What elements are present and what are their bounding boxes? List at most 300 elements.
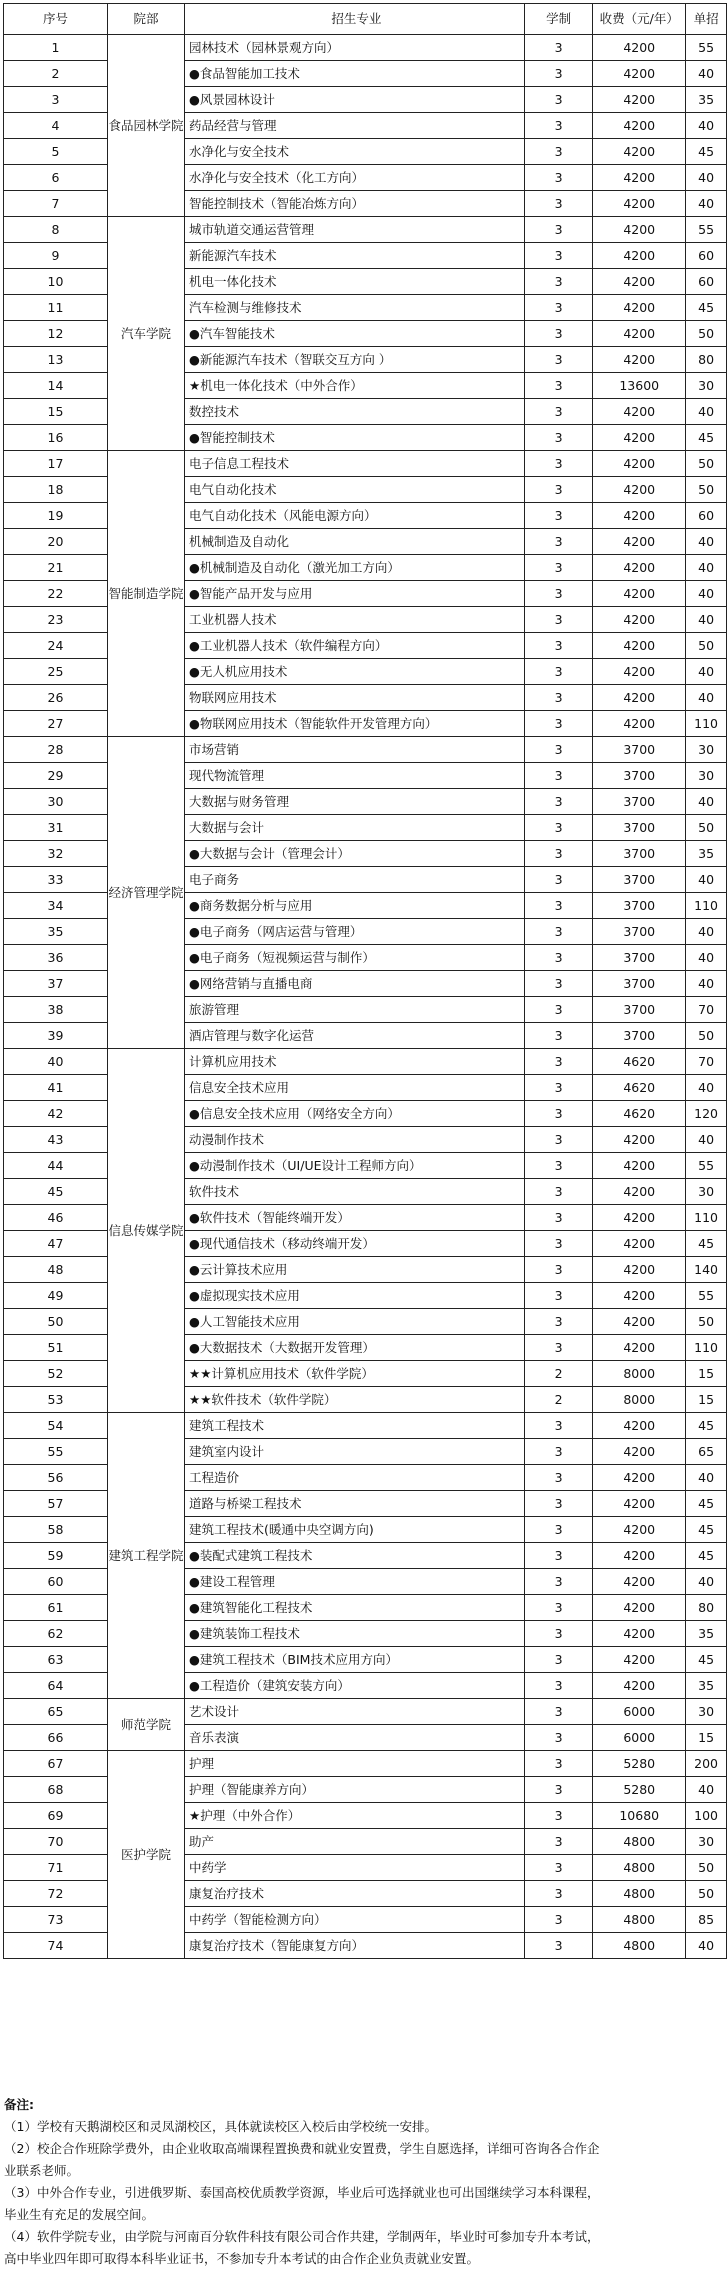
enrollment-quota: 50: [686, 815, 727, 841]
study-years: 3: [524, 581, 592, 607]
row-index: 74: [4, 1933, 108, 1959]
study-years: 3: [524, 399, 592, 425]
enrollment-quota: 15: [686, 1725, 727, 1751]
major-name: 工业机器人技术: [184, 607, 524, 633]
tuition-fee: 4200: [593, 1231, 686, 1257]
tuition-fee: 4200: [593, 217, 686, 243]
study-years: 3: [524, 61, 592, 87]
row-index: 40: [4, 1049, 108, 1075]
major-name: 市场营销: [184, 737, 524, 763]
row-index: 36: [4, 945, 108, 971]
study-years: 3: [524, 1465, 592, 1491]
row-index: 66: [4, 1725, 108, 1751]
major-name: 建筑室内设计: [184, 1439, 524, 1465]
enrollment-quota: 110: [686, 893, 727, 919]
study-years: 3: [524, 1257, 592, 1283]
row-index: 22: [4, 581, 108, 607]
tuition-fee: 4200: [593, 1179, 686, 1205]
tuition-fee: 3700: [593, 919, 686, 945]
row-index: 13: [4, 347, 108, 373]
major-name: 护理（智能康养方向）: [184, 1777, 524, 1803]
study-years: 3: [524, 815, 592, 841]
tuition-fee: 4200: [593, 581, 686, 607]
study-years: 3: [524, 529, 592, 555]
row-index: 54: [4, 1413, 108, 1439]
major-name: ●工程造价（建筑安装方向）: [184, 1673, 524, 1699]
row-index: 42: [4, 1101, 108, 1127]
tuition-fee: 4620: [593, 1049, 686, 1075]
notes-section: [4, 2094, 724, 2270]
study-years: 3: [524, 971, 592, 997]
study-years: 3: [524, 295, 592, 321]
row-index: 68: [4, 1777, 108, 1803]
tuition-fee: 3700: [593, 789, 686, 815]
department-cell: 信息传媒学院: [108, 1049, 185, 1413]
major-name: ●网络营销与直播电商: [184, 971, 524, 997]
major-name: ●汽车智能技术: [184, 321, 524, 347]
table-row: [4, 451, 727, 477]
major-name: ●软件技术（智能终端开发）: [184, 1205, 524, 1231]
enrollment-quota: 50: [686, 1023, 727, 1049]
major-name: ●虚拟现实技术应用: [184, 1283, 524, 1309]
major-name: ●机械制造及自动化（激光加工方向）: [184, 555, 524, 581]
enrollment-quota: 45: [686, 139, 727, 165]
study-years: 2: [524, 1361, 592, 1387]
study-years: 3: [524, 997, 592, 1023]
row-index: 27: [4, 711, 108, 737]
tuition-fee: 4200: [593, 1491, 686, 1517]
tuition-fee: 4200: [593, 1335, 686, 1361]
study-years: 3: [524, 347, 592, 373]
major-name: ●建设工程管理: [184, 1569, 524, 1595]
department-cell: 汽车学院: [108, 217, 185, 451]
row-index: 8: [4, 217, 108, 243]
row-index: 46: [4, 1205, 108, 1231]
row-index: 61: [4, 1595, 108, 1621]
study-years: 3: [524, 1855, 592, 1881]
enrollment-quota: 40: [686, 685, 727, 711]
row-index: 59: [4, 1543, 108, 1569]
row-index: 33: [4, 867, 108, 893]
major-name: 水净化与安全技术: [184, 139, 524, 165]
major-name: ●物联网应用技术（智能软件开发管理方向）: [184, 711, 524, 737]
tuition-fee: 4200: [593, 399, 686, 425]
major-name: 中药学: [184, 1855, 524, 1881]
enrollment-quota: 40: [686, 1465, 727, 1491]
tuition-fee: 3700: [593, 1023, 686, 1049]
tuition-fee: 4200: [593, 1621, 686, 1647]
tuition-fee: 5280: [593, 1777, 686, 1803]
major-name: 机电一体化技术: [184, 269, 524, 295]
study-years: 3: [524, 1231, 592, 1257]
department-cell: 师范学院: [108, 1699, 185, 1751]
tuition-fee: 4200: [593, 35, 686, 61]
major-name: ●建筑装饰工程技术: [184, 1621, 524, 1647]
major-name: 助产: [184, 1829, 524, 1855]
department-cell: 经济管理学院: [108, 737, 185, 1049]
study-years: 3: [524, 87, 592, 113]
row-index: 70: [4, 1829, 108, 1855]
enrollment-quota: 50: [686, 1309, 727, 1335]
tuition-fee: 3700: [593, 737, 686, 763]
study-years: 3: [524, 1647, 592, 1673]
note-line: （3）中外合作专业，引进俄罗斯、泰国高校优质教学资源，毕业后可选择就业也可出国继续学习本科课程，: [4, 2185, 600, 2200]
major-name: ●建筑智能化工程技术: [184, 1595, 524, 1621]
row-index: 25: [4, 659, 108, 685]
enrollment-quota: 55: [686, 217, 727, 243]
study-years: 3: [524, 945, 592, 971]
tuition-fee: 10680: [593, 1803, 686, 1829]
major-name: ●人工智能技术应用: [184, 1309, 524, 1335]
enrollment-quota: 60: [686, 269, 727, 295]
study-years: 3: [524, 1777, 592, 1803]
enrollment-quota: 40: [686, 165, 727, 191]
enrollment-quota: 45: [686, 1491, 727, 1517]
tuition-fee: 4200: [593, 555, 686, 581]
enrollment-quota: 65: [686, 1439, 727, 1465]
tuition-fee: 3700: [593, 945, 686, 971]
tuition-fee: 4200: [593, 633, 686, 659]
department-cell: 智能制造学院: [108, 451, 185, 737]
row-index: 64: [4, 1673, 108, 1699]
row-index: 15: [4, 399, 108, 425]
enrollment-quota: 70: [686, 1049, 727, 1075]
major-name: ●大数据技术（大数据开发管理）: [184, 1335, 524, 1361]
row-index: 60: [4, 1569, 108, 1595]
tuition-fee: 3700: [593, 893, 686, 919]
study-years: 3: [524, 867, 592, 893]
row-index: 63: [4, 1647, 108, 1673]
tuition-fee: 4620: [593, 1075, 686, 1101]
major-name: 电子商务: [184, 867, 524, 893]
header-department: 院部: [108, 4, 185, 35]
major-name: 机械制造及自动化: [184, 529, 524, 555]
tuition-fee: 4200: [593, 1127, 686, 1153]
row-index: 50: [4, 1309, 108, 1335]
major-name: 物联网应用技术: [184, 685, 524, 711]
major-name: 电子信息工程技术: [184, 451, 524, 477]
row-index: 6: [4, 165, 108, 191]
major-name: ●智能控制技术: [184, 425, 524, 451]
tuition-fee: 4200: [593, 503, 686, 529]
row-index: 67: [4, 1751, 108, 1777]
enrollment-quota: 35: [686, 1621, 727, 1647]
tuition-fee: 4200: [593, 87, 686, 113]
row-index: 71: [4, 1855, 108, 1881]
major-name: ●风景园林设计: [184, 87, 524, 113]
major-name: ●装配式建筑工程技术: [184, 1543, 524, 1569]
major-name: ●大数据与会计（管理会计）: [184, 841, 524, 867]
table-row: [4, 1699, 727, 1725]
row-index: 69: [4, 1803, 108, 1829]
major-name: ●建筑工程技术（BIM技术应用方向）: [184, 1647, 524, 1673]
enrollment-quota: 35: [686, 841, 727, 867]
tuition-fee: 4200: [593, 1465, 686, 1491]
enrollment-quota: 40: [686, 555, 727, 581]
enrollment-quota: 30: [686, 1179, 727, 1205]
row-index: 20: [4, 529, 108, 555]
tuition-fee: 4200: [593, 659, 686, 685]
study-years: 2: [524, 1387, 592, 1413]
study-years: 3: [524, 1751, 592, 1777]
enrollment-quota: 120: [686, 1101, 727, 1127]
enrollment-quota: 80: [686, 1595, 727, 1621]
study-years: 3: [524, 763, 592, 789]
study-years: 3: [524, 1101, 592, 1127]
study-years: 3: [524, 555, 592, 581]
row-index: 55: [4, 1439, 108, 1465]
row-index: 39: [4, 1023, 108, 1049]
study-years: 3: [524, 1153, 592, 1179]
enrollment-quota: 40: [686, 1127, 727, 1153]
study-years: 3: [524, 1803, 592, 1829]
department-cell: 建筑工程学院: [108, 1413, 185, 1699]
major-name: 音乐表演: [184, 1725, 524, 1751]
tuition-fee: 4200: [593, 113, 686, 139]
major-name: 城市轨道交通运营管理: [184, 217, 524, 243]
major-name: ★★软件技术（软件学院）: [184, 1387, 524, 1413]
study-years: 3: [524, 1543, 592, 1569]
major-name: ●云计算技术应用: [184, 1257, 524, 1283]
major-name: ●无人机应用技术: [184, 659, 524, 685]
tuition-fee: 8000: [593, 1387, 686, 1413]
tuition-fee: 3700: [593, 997, 686, 1023]
study-years: 3: [524, 1075, 592, 1101]
major-name: 道路与桥梁工程技术: [184, 1491, 524, 1517]
enrollment-quota: 85: [686, 1907, 727, 1933]
major-name: 大数据与财务管理: [184, 789, 524, 815]
header-years: 学制: [524, 4, 592, 35]
row-index: 37: [4, 971, 108, 997]
row-index: 1: [4, 35, 108, 61]
study-years: 3: [524, 191, 592, 217]
major-name: ●商务数据分析与应用: [184, 893, 524, 919]
enrollment-quota: 45: [686, 425, 727, 451]
tuition-fee: 13600: [593, 373, 686, 399]
row-index: 48: [4, 1257, 108, 1283]
tuition-fee: 4200: [593, 269, 686, 295]
tuition-fee: 4200: [593, 139, 686, 165]
enrollment-quota: 60: [686, 503, 727, 529]
enrollment-quota: 35: [686, 87, 727, 113]
tuition-fee: 4200: [593, 1413, 686, 1439]
row-index: 29: [4, 763, 108, 789]
row-index: 9: [4, 243, 108, 269]
tuition-fee: 3700: [593, 763, 686, 789]
tuition-fee: 4800: [593, 1933, 686, 1959]
study-years: 3: [524, 789, 592, 815]
row-index: 14: [4, 373, 108, 399]
tuition-fee: 4200: [593, 1439, 686, 1465]
tuition-fee: 4200: [593, 1673, 686, 1699]
study-years: 3: [524, 113, 592, 139]
major-name: ★护理（中外合作）: [184, 1803, 524, 1829]
row-index: 21: [4, 555, 108, 581]
enrollment-quota: 140: [686, 1257, 727, 1283]
row-index: 41: [4, 1075, 108, 1101]
note-line: 业联系老师。: [4, 2163, 80, 2178]
major-name: ●信息安全技术应用（网络安全方向）: [184, 1101, 524, 1127]
study-years: 3: [524, 1673, 592, 1699]
row-index: 34: [4, 893, 108, 919]
study-years: 3: [524, 1829, 592, 1855]
major-name: 水净化与安全技术（化工方向）: [184, 165, 524, 191]
row-index: 12: [4, 321, 108, 347]
major-name: ●智能产品开发与应用: [184, 581, 524, 607]
study-years: 3: [524, 841, 592, 867]
tuition-fee: 4200: [593, 685, 686, 711]
tuition-fee: 6000: [593, 1699, 686, 1725]
major-name: 大数据与会计: [184, 815, 524, 841]
study-years: 3: [524, 35, 592, 61]
enrollment-quota: 30: [686, 763, 727, 789]
tuition-fee: 4200: [593, 1153, 686, 1179]
major-name: 旅游管理: [184, 997, 524, 1023]
table-row: [4, 1751, 727, 1777]
tuition-fee: 3700: [593, 815, 686, 841]
tuition-fee: 3700: [593, 971, 686, 997]
enrollment-quota: 40: [686, 529, 727, 555]
enrollment-quota: 40: [686, 581, 727, 607]
enrollment-quota: 15: [686, 1361, 727, 1387]
tuition-fee: 4200: [593, 607, 686, 633]
enrollment-quota: 40: [686, 1569, 727, 1595]
row-index: 10: [4, 269, 108, 295]
enrollment-quota: 110: [686, 711, 727, 737]
row-index: 53: [4, 1387, 108, 1413]
study-years: 3: [524, 1179, 592, 1205]
study-years: 3: [524, 217, 592, 243]
tuition-fee: 6000: [593, 1725, 686, 1751]
study-years: 3: [524, 685, 592, 711]
enrollment-quota: 55: [686, 35, 727, 61]
major-name: 康复治疗技术: [184, 1881, 524, 1907]
row-index: 16: [4, 425, 108, 451]
row-index: 3: [4, 87, 108, 113]
enrollment-quota: 40: [686, 867, 727, 893]
header-quota: 单招: [686, 4, 727, 35]
enrollment-quota: 40: [686, 971, 727, 997]
study-years: 3: [524, 659, 592, 685]
major-name: 艺术设计: [184, 1699, 524, 1725]
header-fee: 收费（元/年）: [593, 4, 686, 35]
enrollment-quota: 40: [686, 1933, 727, 1959]
row-index: 23: [4, 607, 108, 633]
row-index: 62: [4, 1621, 108, 1647]
enrollment-quota: 40: [686, 61, 727, 87]
header-index: 序号: [4, 4, 108, 35]
study-years: 3: [524, 633, 592, 659]
major-name: 数控技术: [184, 399, 524, 425]
row-index: 24: [4, 633, 108, 659]
tuition-fee: 4200: [593, 1569, 686, 1595]
enrollment-quota: 45: [686, 295, 727, 321]
study-years: 3: [524, 1569, 592, 1595]
study-years: 3: [524, 1517, 592, 1543]
tuition-fee: 5280: [593, 1751, 686, 1777]
enrollment-quota: 30: [686, 737, 727, 763]
tuition-fee: 3700: [593, 841, 686, 867]
row-index: 43: [4, 1127, 108, 1153]
study-years: 3: [524, 139, 592, 165]
study-years: 3: [524, 1725, 592, 1751]
enrollment-quota: 30: [686, 373, 727, 399]
table-row: [4, 1413, 727, 1439]
enrollment-quota: 55: [686, 1153, 727, 1179]
major-name: 建筑工程技术: [184, 1413, 524, 1439]
tuition-fee: 4800: [593, 1881, 686, 1907]
enrollment-quota: 45: [686, 1517, 727, 1543]
row-index: 57: [4, 1491, 108, 1517]
row-index: 35: [4, 919, 108, 945]
tuition-fee: 4800: [593, 1855, 686, 1881]
row-index: 65: [4, 1699, 108, 1725]
study-years: 3: [524, 1933, 592, 1959]
major-name: 康复治疗技术（智能康复方向）: [184, 1933, 524, 1959]
tuition-fee: 3700: [593, 867, 686, 893]
study-years: 3: [524, 1439, 592, 1465]
row-index: 4: [4, 113, 108, 139]
major-name: 计算机应用技术: [184, 1049, 524, 1075]
tuition-fee: 4620: [593, 1101, 686, 1127]
study-years: 3: [524, 425, 592, 451]
tuition-fee: 4200: [593, 1543, 686, 1569]
enrollment-quota: 30: [686, 1829, 727, 1855]
header-major: 招生专业: [184, 4, 524, 35]
tuition-fee: 4200: [593, 321, 686, 347]
tuition-fee: 4200: [593, 1647, 686, 1673]
tuition-fee: 4200: [593, 451, 686, 477]
enrollment-quota: 40: [686, 945, 727, 971]
enrollment-quota: 40: [686, 919, 727, 945]
tuition-fee: 4200: [593, 1517, 686, 1543]
enrollment-quota: 30: [686, 1699, 727, 1725]
enrollment-quota: 15: [686, 1387, 727, 1413]
row-index: 73: [4, 1907, 108, 1933]
major-name: ★★计算机应用技术（软件学院）: [184, 1361, 524, 1387]
study-years: 3: [524, 1335, 592, 1361]
study-years: 3: [524, 503, 592, 529]
enrollment-quota: 40: [686, 789, 727, 815]
row-index: 45: [4, 1179, 108, 1205]
study-years: 3: [524, 1881, 592, 1907]
tuition-fee: 4200: [593, 61, 686, 87]
study-years: 3: [524, 893, 592, 919]
row-index: 38: [4, 997, 108, 1023]
tuition-fee: 4200: [593, 711, 686, 737]
enrollment-quota: 60: [686, 243, 727, 269]
tuition-fee: 8000: [593, 1361, 686, 1387]
enrollment-quota: 40: [686, 607, 727, 633]
row-index: 11: [4, 295, 108, 321]
study-years: 3: [524, 737, 592, 763]
tuition-fee: 4200: [593, 477, 686, 503]
row-index: 5: [4, 139, 108, 165]
study-years: 3: [524, 1621, 592, 1647]
enrollment-quota: 50: [686, 1855, 727, 1881]
tuition-fee: 4200: [593, 1283, 686, 1309]
major-name: ●新能源汽车技术（智联交互方向 ）: [184, 347, 524, 373]
major-name: 建筑工程技术(暖通中央空调方向): [184, 1517, 524, 1543]
major-name: 工程造价: [184, 1465, 524, 1491]
major-name: 中药学（智能检测方向）: [184, 1907, 524, 1933]
tuition-fee: 4200: [593, 165, 686, 191]
major-name: 新能源汽车技术: [184, 243, 524, 269]
row-index: 19: [4, 503, 108, 529]
tuition-fee: 4800: [593, 1829, 686, 1855]
row-index: 49: [4, 1283, 108, 1309]
study-years: 3: [524, 269, 592, 295]
